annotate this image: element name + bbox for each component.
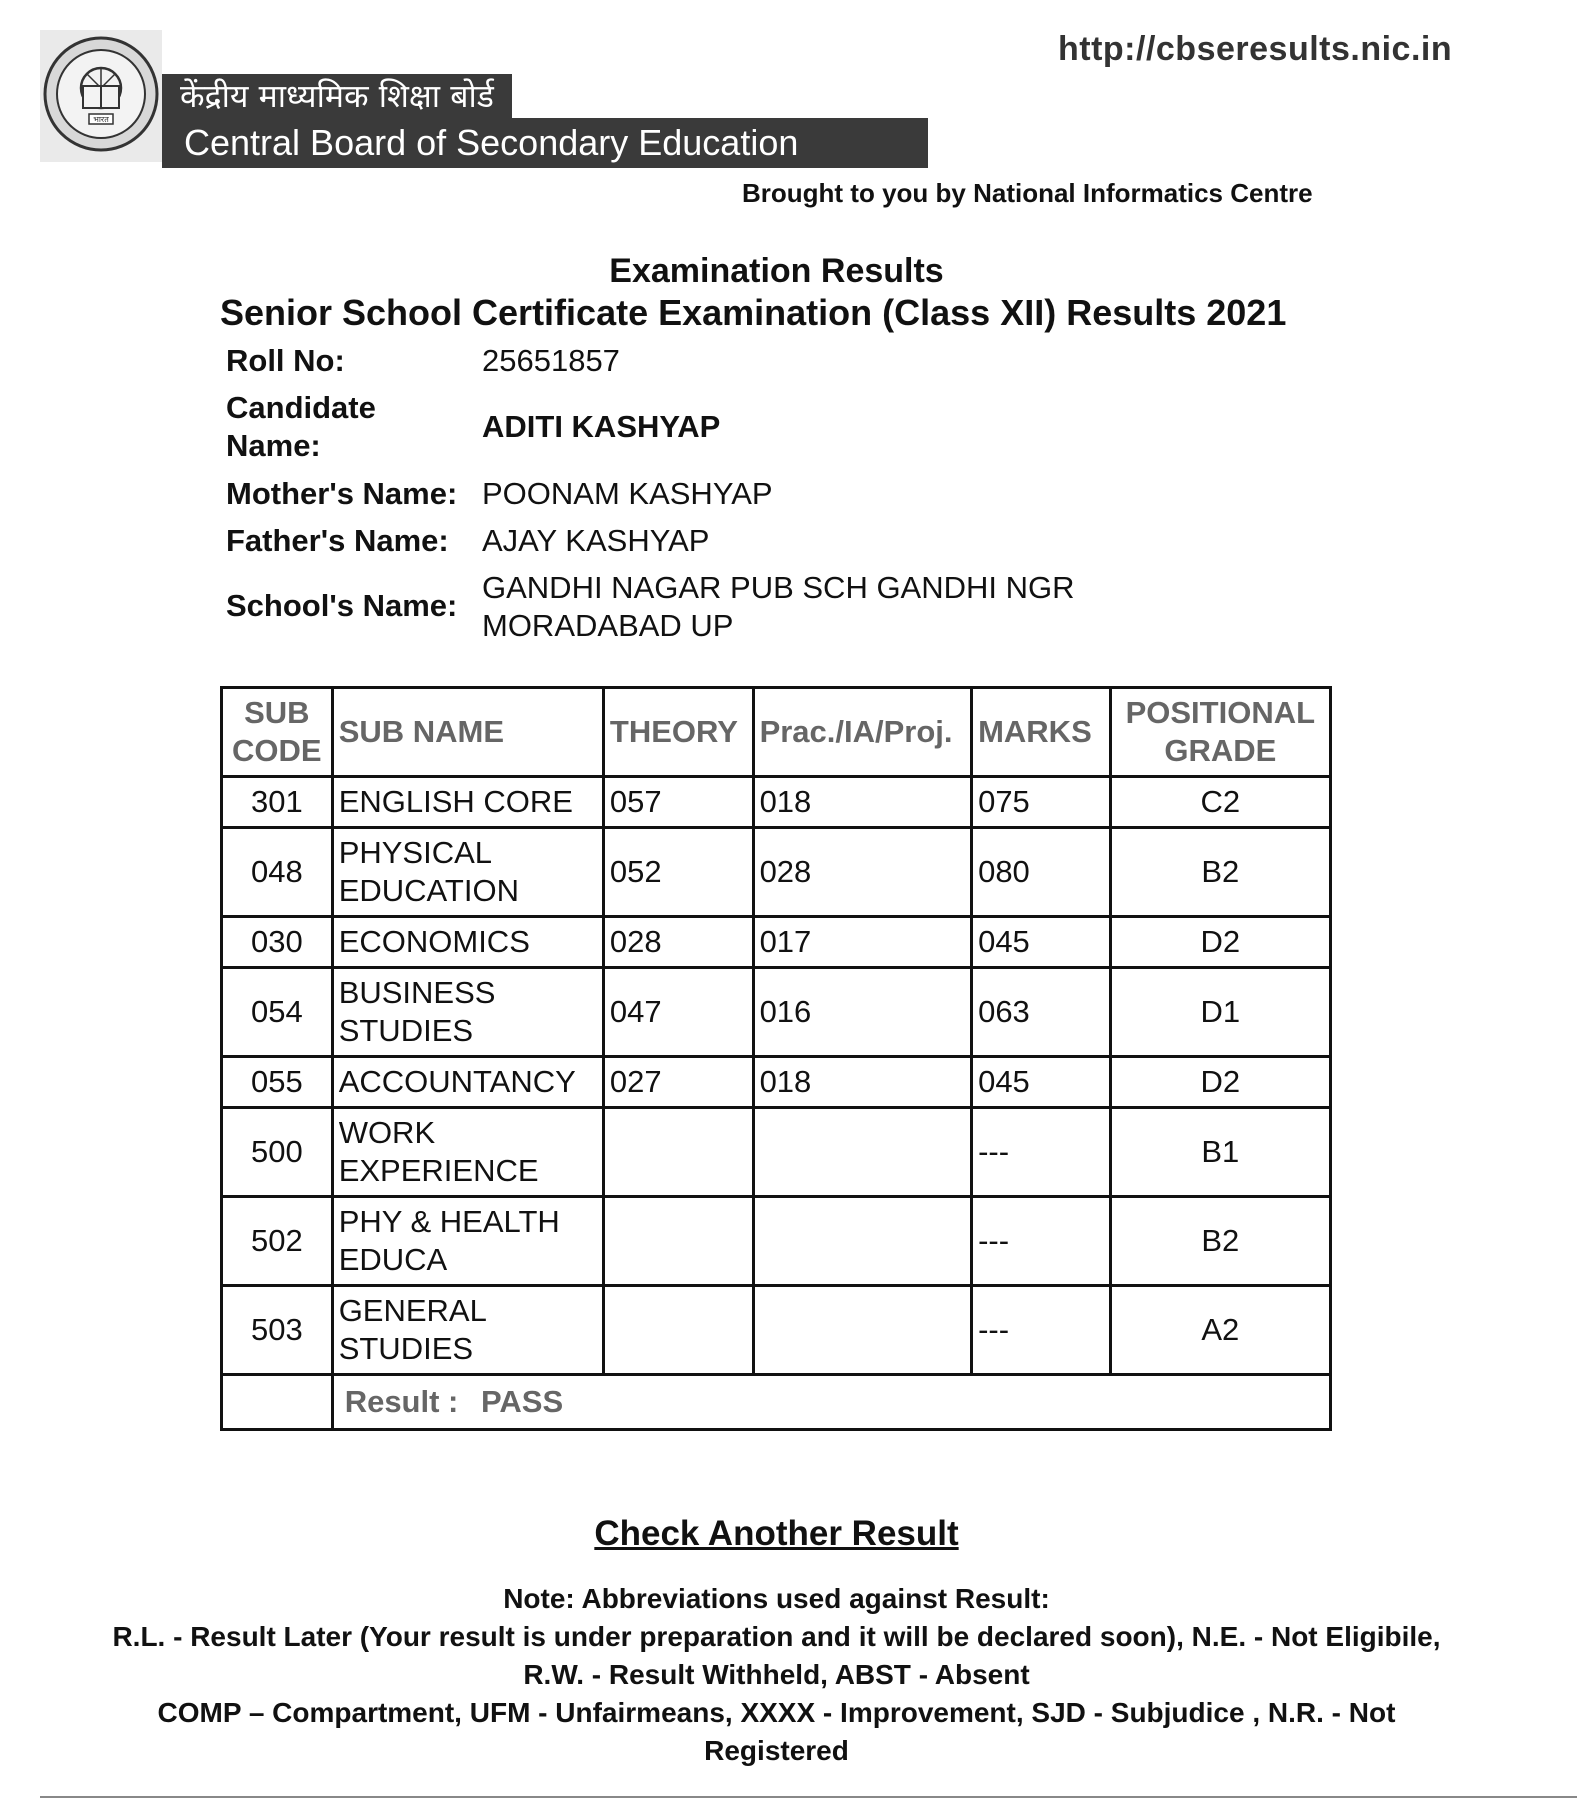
header-grade-line2: GRADE [1164, 733, 1277, 768]
header-positional-grade [1110, 688, 1330, 777]
sub-name-line2: EXPERIENCE [338, 1153, 539, 1188]
theory-cell: 027 [603, 1057, 753, 1108]
theory-cell: 047 [603, 968, 753, 1057]
table-row [222, 1108, 1331, 1197]
sub-code-cell: 301 [222, 777, 333, 828]
sub-code-cell: 030 [222, 917, 333, 968]
result-value: PASS [481, 1384, 564, 1419]
candidate-name-label-2: Name: [226, 428, 321, 463]
sub-name-cell [332, 1197, 603, 1286]
table-row [222, 1286, 1331, 1375]
sub-name-cell [332, 917, 603, 968]
table-header-row [222, 688, 1331, 777]
header-prac: Prac./IA/Proj. [753, 688, 972, 777]
school-name-line1: GANDHI NAGAR PUB SCH GANDHI NGR [482, 570, 1075, 605]
sub-name-line1: GENERAL [338, 1293, 487, 1328]
prac-cell: 016 [753, 968, 972, 1057]
grade-cell: A2 [1110, 1286, 1330, 1375]
prac-cell [753, 1197, 972, 1286]
header-grade-line1: POSITIONAL [1125, 695, 1316, 730]
sub-code-cell: 048 [222, 828, 333, 917]
grade-cell: D2 [1110, 917, 1330, 968]
theory-cell [603, 1197, 753, 1286]
school-name-label: School's Name: [226, 588, 458, 623]
note-line-1: Note: Abbreviations used against Result: [503, 1583, 1050, 1614]
theory-cell [603, 1108, 753, 1197]
exam-subtitle: Senior School Certificate Examination (Class XII) Results 2021 [220, 292, 1287, 333]
grade-cell: D2 [1110, 1057, 1330, 1108]
father-name-value: AJAY KASHYAP [482, 523, 710, 558]
prac-cell: 028 [753, 828, 972, 917]
roll-no-value: 25651857 [482, 343, 620, 378]
theory-cell: 052 [603, 828, 753, 917]
prac-cell: 017 [753, 917, 972, 968]
marks-cell: --- [972, 1286, 1111, 1375]
result-label: Result : [344, 1384, 459, 1419]
sub-code-cell: 054 [222, 968, 333, 1057]
result-cell [332, 1375, 1330, 1430]
sub-name-cell [332, 1286, 603, 1375]
table-row [222, 1197, 1331, 1286]
sub-code-cell: 503 [222, 1286, 333, 1375]
note-line-5: Registered [704, 1735, 849, 1766]
sub-name-line1: PHYSICAL [338, 835, 493, 870]
cbse-emblem-icon [40, 30, 162, 162]
marks-cell: 080 [972, 828, 1111, 917]
sub-name-line1: BUSINESS [338, 975, 496, 1010]
header-marks: MARKS [972, 688, 1111, 777]
note-line-4: COMP – Compartment, UFM - Unfairmeans, XXXX - Improvement, SJD - Subjudice , N.R. - Not [157, 1697, 1396, 1728]
candidate-name-label-1: Candidate [226, 390, 376, 425]
mother-name-label: Mother's Name: [226, 476, 458, 511]
prac-cell: 018 [753, 777, 972, 828]
prac-cell [753, 1108, 972, 1197]
father-name-label: Father's Name: [226, 523, 449, 558]
sub-name-line1: WORK [338, 1115, 436, 1150]
sub-code-cell: 055 [222, 1057, 333, 1108]
sub-code-cell: 500 [222, 1108, 333, 1197]
board-name-english: Central Board of Secondary Education [162, 118, 928, 168]
roll-no-label: Roll No: [226, 343, 345, 378]
prac-cell: 018 [753, 1057, 972, 1108]
sub-name-cell [332, 968, 603, 1057]
sub-name-line2: EDUCA [338, 1242, 448, 1277]
grade-cell: B2 [1110, 828, 1330, 917]
marks-cell: 045 [972, 917, 1111, 968]
marks-cell: 063 [972, 968, 1111, 1057]
sub-name-line2: STUDIES [338, 1331, 474, 1366]
header-theory: THEORY [603, 688, 753, 777]
sub-name-line2: EDUCATION [338, 873, 519, 908]
sub-name-cell [332, 1108, 603, 1197]
marks-cell: 045 [972, 1057, 1111, 1108]
header-sub-code-line1: SUB [244, 695, 310, 730]
grade-cell: D1 [1110, 968, 1330, 1057]
sub-name-cell [332, 1057, 603, 1108]
table-row [222, 777, 1331, 828]
site-url: http://cbseresults.nic.in [1058, 30, 1453, 68]
school-name-line2: MORADABAD UP [482, 608, 734, 643]
marks-cell: 075 [972, 777, 1111, 828]
prac-cell [753, 1286, 972, 1375]
header-sub-name: SUB NAME [332, 688, 603, 777]
grade-cell: B2 [1110, 1197, 1330, 1286]
sub-name-line2: STUDIES [338, 1013, 474, 1048]
sub-name-cell [332, 777, 603, 828]
sub-name-line1: ENGLISH CORE [338, 784, 573, 819]
header-sub-code [222, 688, 333, 777]
marks-table [220, 686, 1332, 1431]
table-row [222, 917, 1331, 968]
note-line-2: R.L. - Result Later (Your result is under preparation and it will be declared soon), N.E. - Not Eligibile, [112, 1621, 1441, 1652]
mother-name-value: POONAM KASHYAP [482, 476, 773, 511]
cbse-emblem-svg [40, 30, 162, 162]
page-title: Examination Results [609, 252, 944, 290]
result-row [222, 1375, 1331, 1430]
theory-cell: 057 [603, 777, 753, 828]
sub-name-cell [332, 828, 603, 917]
note-line-3: R.W. - Result Withheld, ABST - Absent [523, 1659, 1030, 1690]
sub-code-cell: 502 [222, 1197, 333, 1286]
theory-cell: 028 [603, 917, 753, 968]
table-row [222, 828, 1331, 917]
bottom-divider [40, 1796, 1577, 1798]
grade-cell: B1 [1110, 1108, 1330, 1197]
marks-cell: --- [972, 1197, 1111, 1286]
sub-name-line1: ECONOMICS [338, 924, 530, 959]
candidate-name-value: ADITI KASHYAP [482, 409, 721, 444]
grade-cell: C2 [1110, 777, 1330, 828]
provider-credit: Brought to you by National Informatics Centre [742, 178, 1313, 208]
abbreviations-note [40, 1580, 1513, 1770]
board-name-hindi: केंद्रीय माध्यमिक शिक्षा बोर्ड [162, 74, 512, 118]
marks-cell: --- [972, 1108, 1111, 1197]
result-empty-cell [222, 1375, 333, 1430]
sub-name-line1: PHY & HEALTH [338, 1204, 560, 1239]
table-row [222, 968, 1331, 1057]
sub-name-line1: ACCOUNTANCY [338, 1064, 576, 1099]
check-another-result-link[interactable]: Check Another Result [594, 1514, 959, 1553]
theory-cell [603, 1286, 753, 1375]
emblem-center-text: भारत [93, 115, 109, 124]
header-sub-code-line2: CODE [232, 733, 322, 768]
table-row [222, 1057, 1331, 1108]
